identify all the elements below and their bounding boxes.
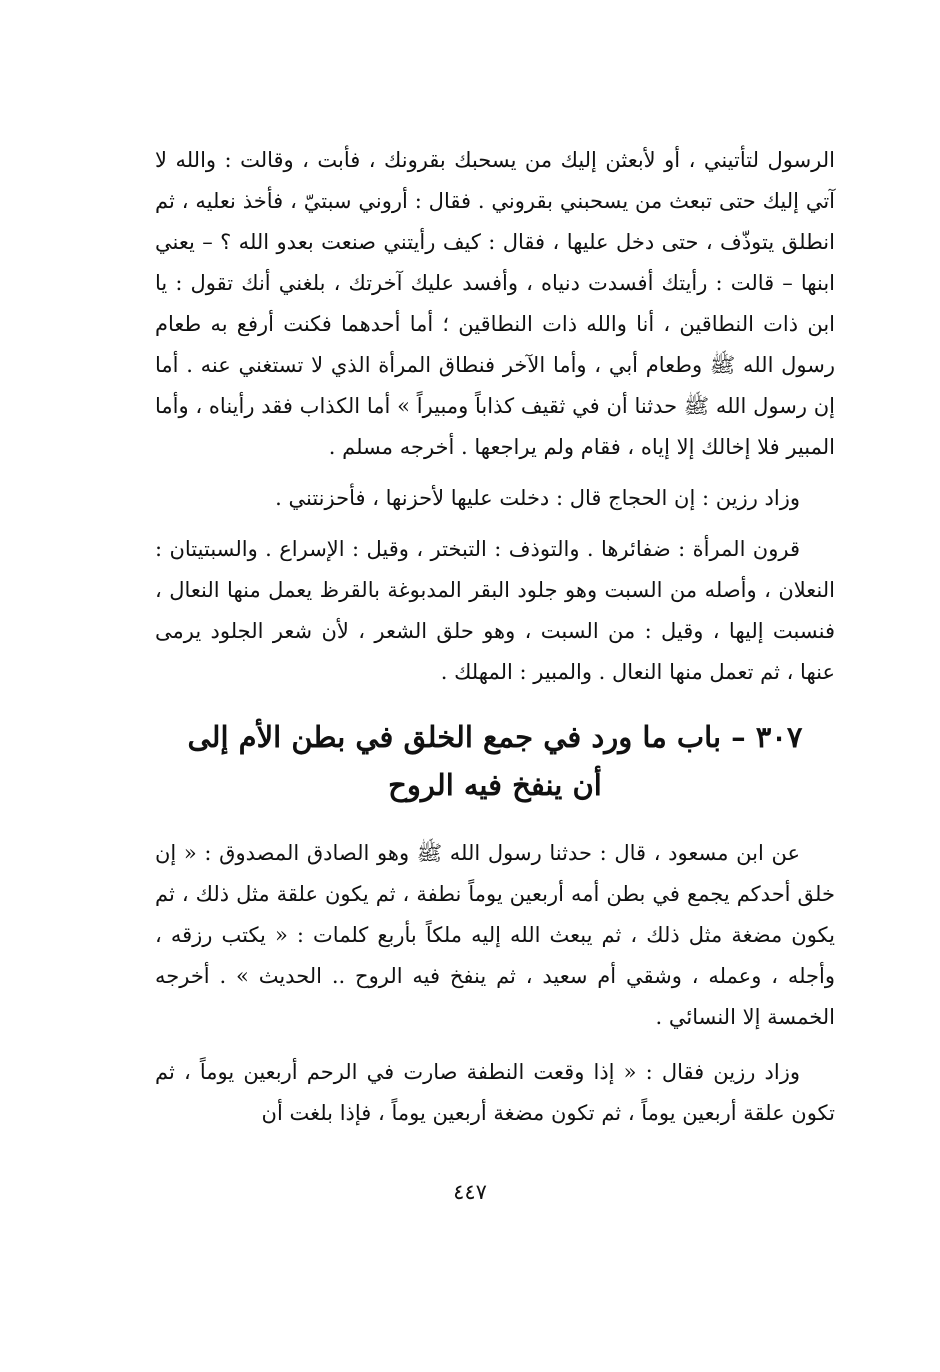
paragraph-ibn-masud-hadith: عن ابن مسعود ، قال : حدثنا رسول الله ﷺ وهو الصادق المصدوق : « إن خلق أحدكم يجمع في بطن أمه أربعين يوماً نطفة ، ثم يكون علقة مثل ذلك ، ثم يكون مضغة مثل ذلك ، ثم يبعث الله إليه ملكاً بأربع كلمات : « يكتب رزقه ، وأجله ، وعمله ، وشقي أم سعيد ، ثم ينفخ فيه الروح .. الحديث » . أخرجه الخمسة إلا النسائي . — [155, 841, 835, 1029]
chapter-heading — [155, 713, 835, 809]
paragraph-glossary: قرون المرأة : ضفائرها . والتوذف : التبختر ، وقيل : الإسراع . والسبتيتان : النعلان ، وأصله من السبت وهو جلود البقر المدبوغة بالقرظ يعمل منها النعال ، فنسبت إليها ، وقيل : من السبت ، وهو حلق الشعر ، لأن شعر الجلود يرمى عنها ، ثم تعمل منها النعال . والمبير : المهلك . — [155, 537, 835, 684]
paragraph-razin-addition: وزاد رزين : إن الحجاج قال : دخلت عليها لأحزنها ، فأحزنتني . — [275, 486, 800, 510]
chapter-heading-line-2: أن ينفخ فيه الروح — [388, 768, 602, 802]
spacer — [155, 809, 835, 833]
chapter-heading-line-1: ٣٠٧ – باب ما ورد في جمع الخلق في بطن الأم إلى — [187, 720, 803, 754]
page-number: ٤٤٧ — [453, 1180, 487, 1204]
paragraph-hadith-continuation: الرسول لتأتيني ، أو لأبعثن إليك من يسحبك بقرونك ، فأبت ، وقالت : والله لا آتي إليك حتى تبعث من يسحبني بقروني . فقال : أروني سبتيّ ، فأخذ نعليه ، ثم انطلق يتوذّف ، حتى دخل عليها ، فقال : كيف رأيتني صنعت بعدو الله ؟ – يعني ابنها – قالت : رأيتك أفسدت دنياه ، وأفسد عليك آخرتك ، بلغني أنك تقول : يا ابن ذات النطاقين ، أنا والله ذات النطاقين ؛ أما أحدهما فكنت أرفع به طعام رسول الله ﷺ وطعام أبي ، وأما الآخر فنطاق المرأة الذي لا تستغني عنه . أما إن رسول الله ﷺ حدثنا أن في ثقيف كذاباً ومبيراً » أما الكذاب فقد رأيناه ، وأما المبير فلا إخالك إلا إياه ، فقام ولم يراجعها . أخرجه مسلم . — [155, 148, 835, 459]
paragraph-razin-addition-2: وزاد رزين فقال : « إذا وقعت النطفة صارت في الرحم أربعين يوماً ، ثم تكون علقة أربعين يوماً ، ثم تكون مضغة أربعين يوماً ، فإذا بلغت أن — [155, 1060, 835, 1125]
page-body — [155, 140, 835, 1134]
